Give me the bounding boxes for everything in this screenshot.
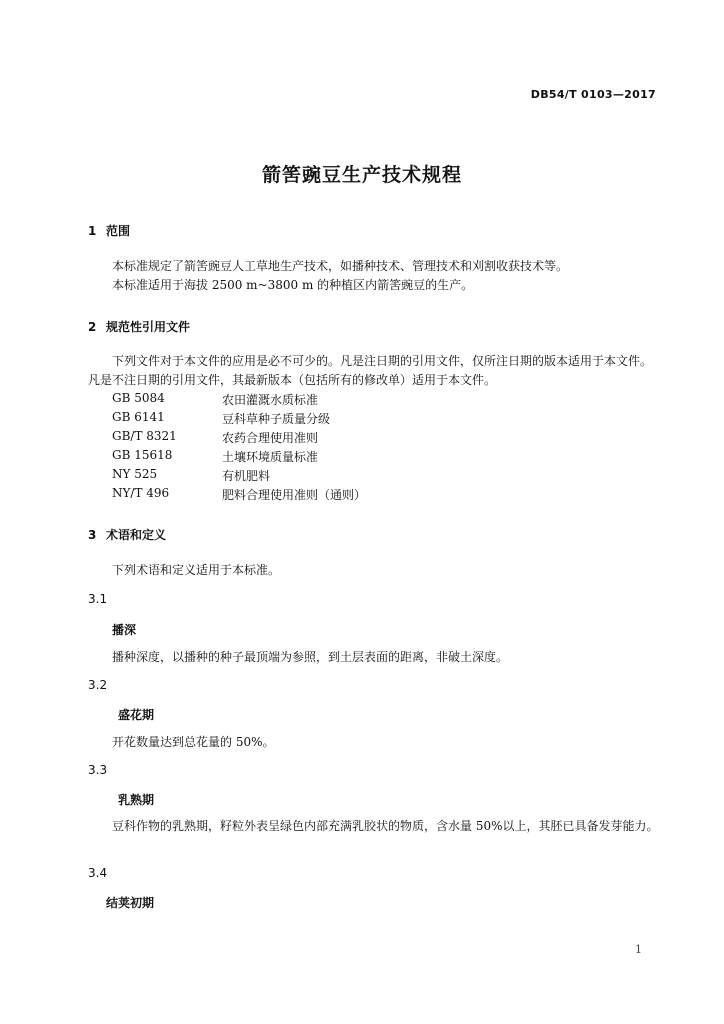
paragraph: 下列术语和定义适用于本标准。 xyxy=(112,563,281,577)
reference-name: 农田灌溉水质标准 xyxy=(222,393,319,407)
section-number: 2 xyxy=(88,320,97,334)
term-name: 盛花期 xyxy=(118,708,155,722)
section-heading-terms-definitions xyxy=(88,526,166,543)
section-title: 范围 xyxy=(106,224,131,238)
section-number: 1 xyxy=(88,224,97,238)
term-definition: 播种深度，以播种的种子最顶端为参照，到土层表面的距离，非破土深度。 xyxy=(112,650,509,664)
page-number: 1 xyxy=(635,943,642,956)
paragraph: 下列文件对于本文件的应用是必不可少的。凡是注日期的引用文件，仅所注日期的版本适用于本文件。凡是不注日期的引用文件，其最新版本（包括所有的修改单）适用于本文件。 xyxy=(88,354,653,387)
term-name: 播深 xyxy=(112,623,137,637)
paragraph: 本标准适用于海拔 2500 m~3800 m 的种植区内箭筈豌豆的生产。 xyxy=(112,278,474,292)
section-title: 术语和定义 xyxy=(106,528,167,542)
paragraph: 本标准规定了箭筈豌豆人工草地生产技术，如播种技术、管理技术和刈割收获技术等。 xyxy=(112,259,569,273)
reference-code: GB 5084 xyxy=(112,391,165,405)
reference-code: GB 6141 xyxy=(112,410,165,424)
reference-name: 肥料合理使用准则（通则） xyxy=(222,488,367,502)
section-heading-scope xyxy=(88,222,130,239)
term-number: 3.1 xyxy=(88,592,108,606)
section-number: 3 xyxy=(88,528,97,542)
term-number: 3.2 xyxy=(88,678,108,692)
reference-name: 有机肥料 xyxy=(222,469,271,483)
term-number: 3.3 xyxy=(88,763,108,777)
reference-code: NY 525 xyxy=(112,467,158,481)
section-heading-normative-references xyxy=(88,318,190,335)
reference-code: GB 15618 xyxy=(112,448,173,462)
reference-name: 土壤环境质量标准 xyxy=(222,450,319,464)
section-title: 规范性引用文件 xyxy=(106,320,191,334)
document-title: 箭筈豌豆生产技术规程 xyxy=(261,164,462,186)
reference-name: 豆科草种子质量分级 xyxy=(222,412,331,426)
term-name: 乳熟期 xyxy=(118,793,155,807)
reference-code: NY/T 496 xyxy=(112,486,170,500)
reference-code: GB/T 8321 xyxy=(112,429,177,443)
term-definition: 豆科作物的乳熟期，籽粒外表呈绿色内部充满乳胶状的物质，含水量 50%以上，其胚已具备发芽能力。 xyxy=(112,819,659,833)
standard-number: DB54/T 0103—2017 xyxy=(530,88,656,101)
term-definition: 开花数量达到总花量的 50%。 xyxy=(112,735,275,749)
term-name: 结荚初期 xyxy=(106,896,155,910)
reference-name: 农药合理使用准则 xyxy=(222,431,319,445)
term-number: 3.4 xyxy=(88,866,108,880)
